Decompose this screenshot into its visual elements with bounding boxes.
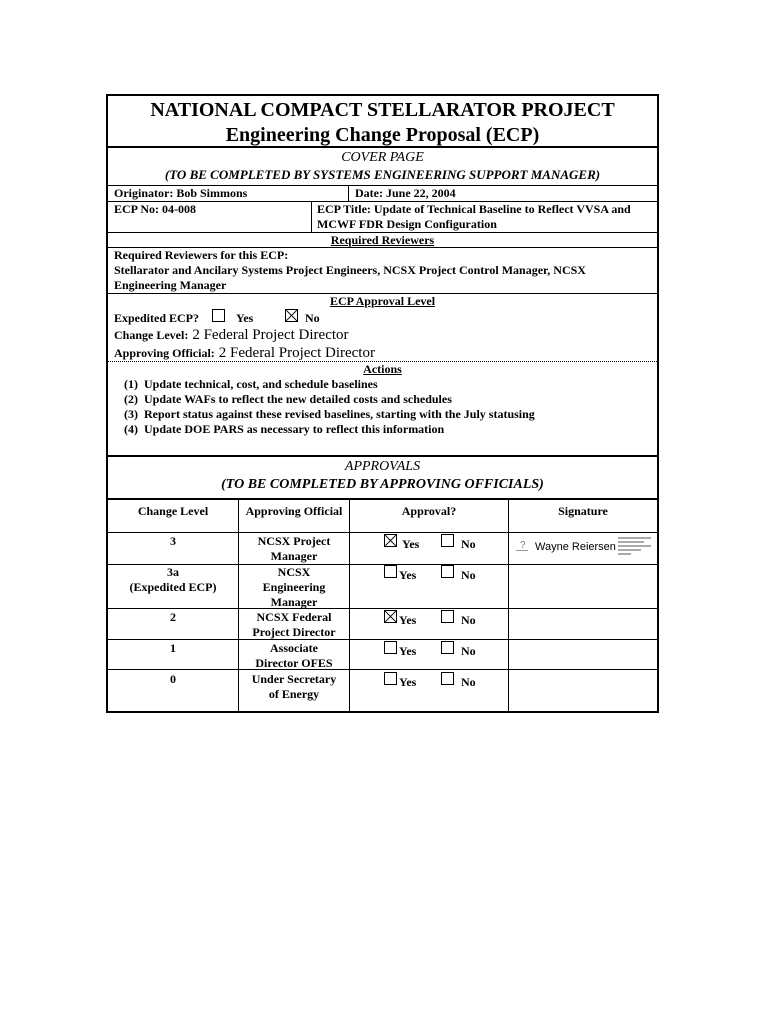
- approval-no-checkbox[interactable]: [441, 534, 454, 547]
- divider: [108, 639, 657, 640]
- approval-yes-checkbox[interactable]: [384, 610, 397, 623]
- originator-value: Bob Simmons: [176, 186, 248, 200]
- divider: [108, 608, 657, 609]
- approval-yes-label: Yes: [399, 568, 417, 582]
- divider: [108, 669, 657, 670]
- action-item: (2) Update WAFs to reflect the new detailed costs and schedules: [124, 392, 452, 406]
- approval-yes-checkbox[interactable]: [384, 641, 397, 654]
- divider: [108, 498, 657, 500]
- row-level: 3a (Expedited ECP): [129, 565, 217, 594]
- col-header-approving-official: Approving Official: [245, 504, 343, 518]
- signature-details-graphic: [618, 535, 651, 559]
- approval-no-label: No: [461, 613, 476, 627]
- date-value: June 22, 2004: [385, 186, 456, 200]
- approving-official-label: Approving Official:: [114, 346, 215, 360]
- change-level-label: Change Level:: [114, 328, 189, 342]
- expedited-no-label: No: [305, 311, 320, 325]
- cover-heading: COVER PAGE: [341, 150, 424, 165]
- expedited-no-checkbox[interactable]: [285, 309, 298, 322]
- originator-field: [114, 186, 247, 201]
- date-label: Date:: [355, 186, 383, 200]
- row-official: NCSX Federal Project Director: [252, 610, 336, 639]
- col-header-signature: Signature: [558, 504, 608, 518]
- digital-signature-mark-icon: ?: [520, 540, 526, 551]
- change-level-field: [114, 326, 349, 344]
- row-official: Associate Director OFES: [255, 641, 333, 670]
- approval-yes-checkbox[interactable]: [384, 534, 397, 547]
- approval-no-label: No: [461, 675, 476, 689]
- actions-heading: Actions: [363, 362, 402, 376]
- row-official: NCSX Project Manager: [257, 534, 331, 563]
- actions-list: [124, 377, 654, 437]
- expedited-yes-checkbox[interactable]: [212, 309, 225, 322]
- row-level: 1: [170, 641, 176, 655]
- row-level: 0: [170, 672, 176, 686]
- row-official: Under Secretary of Energy: [251, 672, 337, 701]
- divider: [108, 455, 657, 457]
- form-subtitle: Engineering Change Proposal (ECP): [225, 124, 540, 146]
- col-header-approval: Approval?: [401, 504, 457, 518]
- approval-yes-label: Yes: [399, 675, 417, 689]
- approval-level-heading: ECP Approval Level: [329, 294, 436, 308]
- signature-block: [515, 540, 655, 562]
- signature-name: Wayne Reiersen: [535, 541, 616, 553]
- expedited-yes-label: Yes: [236, 311, 254, 325]
- approving-official-value: 2 Federal Project Director: [218, 345, 375, 361]
- row-level: 3: [170, 534, 176, 548]
- divider: [108, 146, 657, 148]
- ecp-form: [106, 94, 659, 713]
- cover-instruction: (TO BE COMPLETED BY SYSTEMS ENGINEERING SUPPORT MANAGER): [164, 167, 601, 182]
- change-level-value: 2 Federal Project Director: [192, 327, 349, 343]
- approval-yes-label: Yes: [399, 613, 417, 627]
- divider: [311, 201, 312, 232]
- row-level: 2: [170, 610, 176, 624]
- signature-underline: [516, 550, 528, 551]
- approval-yes-checkbox[interactable]: [384, 672, 397, 685]
- approval-yes-label: Yes: [399, 644, 417, 658]
- ecp-no-label: ECP No:: [114, 202, 159, 216]
- ecp-no-value: 04-008: [162, 202, 196, 216]
- approvals-heading: APPROVALS: [344, 459, 421, 474]
- originator-label: Originator:: [114, 186, 174, 200]
- reviewers-block: [114, 248, 654, 293]
- approval-no-checkbox[interactable]: [441, 610, 454, 623]
- reviewers-heading: Required Reviewers: [330, 233, 435, 247]
- ecp-title-field: [317, 202, 657, 232]
- approval-yes-checkbox[interactable]: [384, 565, 397, 578]
- reviewers-line1: Stellarator and Ancilary Systems Project Engineers, NCSX Project Control Manager, NCSX: [114, 263, 586, 277]
- ecp-title-line1: Update of Technical Baseline to Reflect VVSA and: [373, 202, 631, 216]
- approving-official-field: [114, 344, 375, 362]
- action-item: (1) Update technical, cost, and schedule baselines: [124, 377, 378, 391]
- approvals-instruction: (TO BE COMPLETED BY APPROVING OFFICIALS): [221, 477, 544, 492]
- action-item: (4) Update DOE PARS as necessary to reflect this information: [124, 422, 445, 436]
- action-item: (3) Report status against these revised baselines, starting with the July statusing: [124, 407, 535, 421]
- approval-no-label: No: [461, 644, 476, 658]
- divider: [108, 532, 657, 533]
- project-title: NATIONAL COMPACT STELLARATOR PROJECT: [150, 99, 615, 121]
- reviewers-line2: Engineering Manager: [114, 278, 227, 292]
- approval-no-label: No: [461, 537, 476, 551]
- expedited-label: Expedited ECP?: [114, 311, 200, 325]
- ecp-title-line2: MCWF FDR Design Configuration: [317, 217, 497, 231]
- approval-no-label: No: [461, 568, 476, 582]
- ecp-title-label: ECP Title:: [317, 202, 371, 216]
- approval-no-checkbox[interactable]: [441, 565, 454, 578]
- row-official: NCSX Engineering Manager: [262, 565, 326, 609]
- reviewers-label: Required Reviewers for this ECP:: [114, 248, 289, 262]
- date-field: [355, 186, 456, 201]
- approval-yes-label: Yes: [402, 537, 420, 551]
- approval-no-checkbox[interactable]: [441, 672, 454, 685]
- divider: [348, 185, 349, 201]
- col-header-change-level: Change Level: [137, 504, 209, 518]
- ecp-no-field: [114, 202, 196, 217]
- approval-no-checkbox[interactable]: [441, 641, 454, 654]
